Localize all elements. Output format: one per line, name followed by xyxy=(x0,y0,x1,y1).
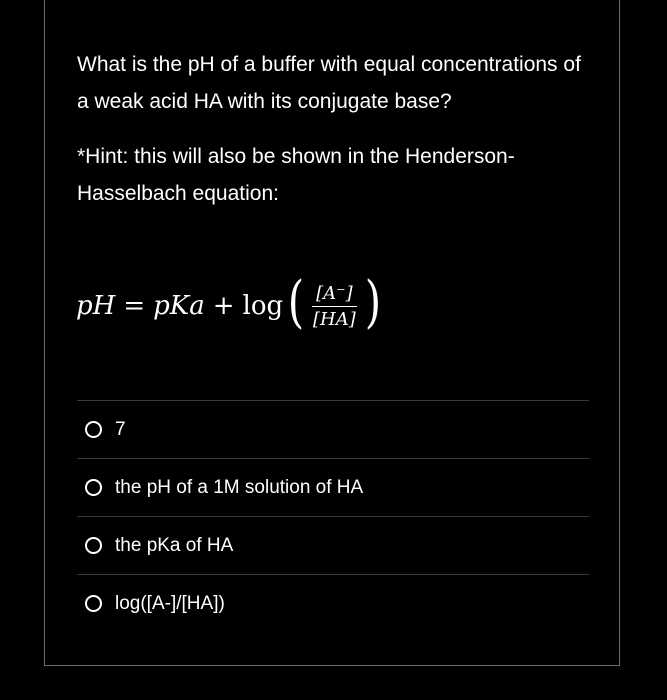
formula-right-paren: ) xyxy=(364,270,381,335)
formula-lhs: pH xyxy=(76,291,116,321)
formula-fraction xyxy=(309,283,360,330)
hint-text: *Hint: this will also be shown in the Henderson-Hasselbach equation: xyxy=(77,145,515,205)
question-block xyxy=(77,46,597,212)
question-text: What is the pH of a buffer with equal concentrations of a weak acid HA with its conjugate base? xyxy=(77,53,581,113)
option-7[interactable] xyxy=(77,400,589,458)
radio-button-icon[interactable] xyxy=(85,595,102,612)
option-log-ratio[interactable] xyxy=(77,574,589,632)
formula-numerator: [A⁻] xyxy=(312,283,357,307)
formula-equals: = xyxy=(123,291,146,321)
formula-denominator: [HA] xyxy=(312,308,356,330)
option-ph-of-1m-solution[interactable] xyxy=(77,458,589,516)
formula-left-paren: ( xyxy=(287,270,305,335)
radio-button-icon[interactable] xyxy=(85,537,102,554)
option-label: log([A-]/[HA]) xyxy=(115,592,225,614)
option-pka-of-ha[interactable] xyxy=(77,516,589,574)
formula-log: log xyxy=(242,291,284,321)
henderson-hasselbach-equation xyxy=(76,266,384,346)
option-label: the pKa of HA xyxy=(115,534,234,556)
radio-button-icon[interactable] xyxy=(85,421,102,438)
radio-button-icon[interactable] xyxy=(85,479,102,496)
option-label: the pH of a 1M solution of HA xyxy=(115,476,364,498)
formula-plus: + xyxy=(212,291,235,321)
option-label: 7 xyxy=(115,418,126,440)
formula-pka: pKa xyxy=(153,291,205,321)
answer-options xyxy=(77,400,589,632)
